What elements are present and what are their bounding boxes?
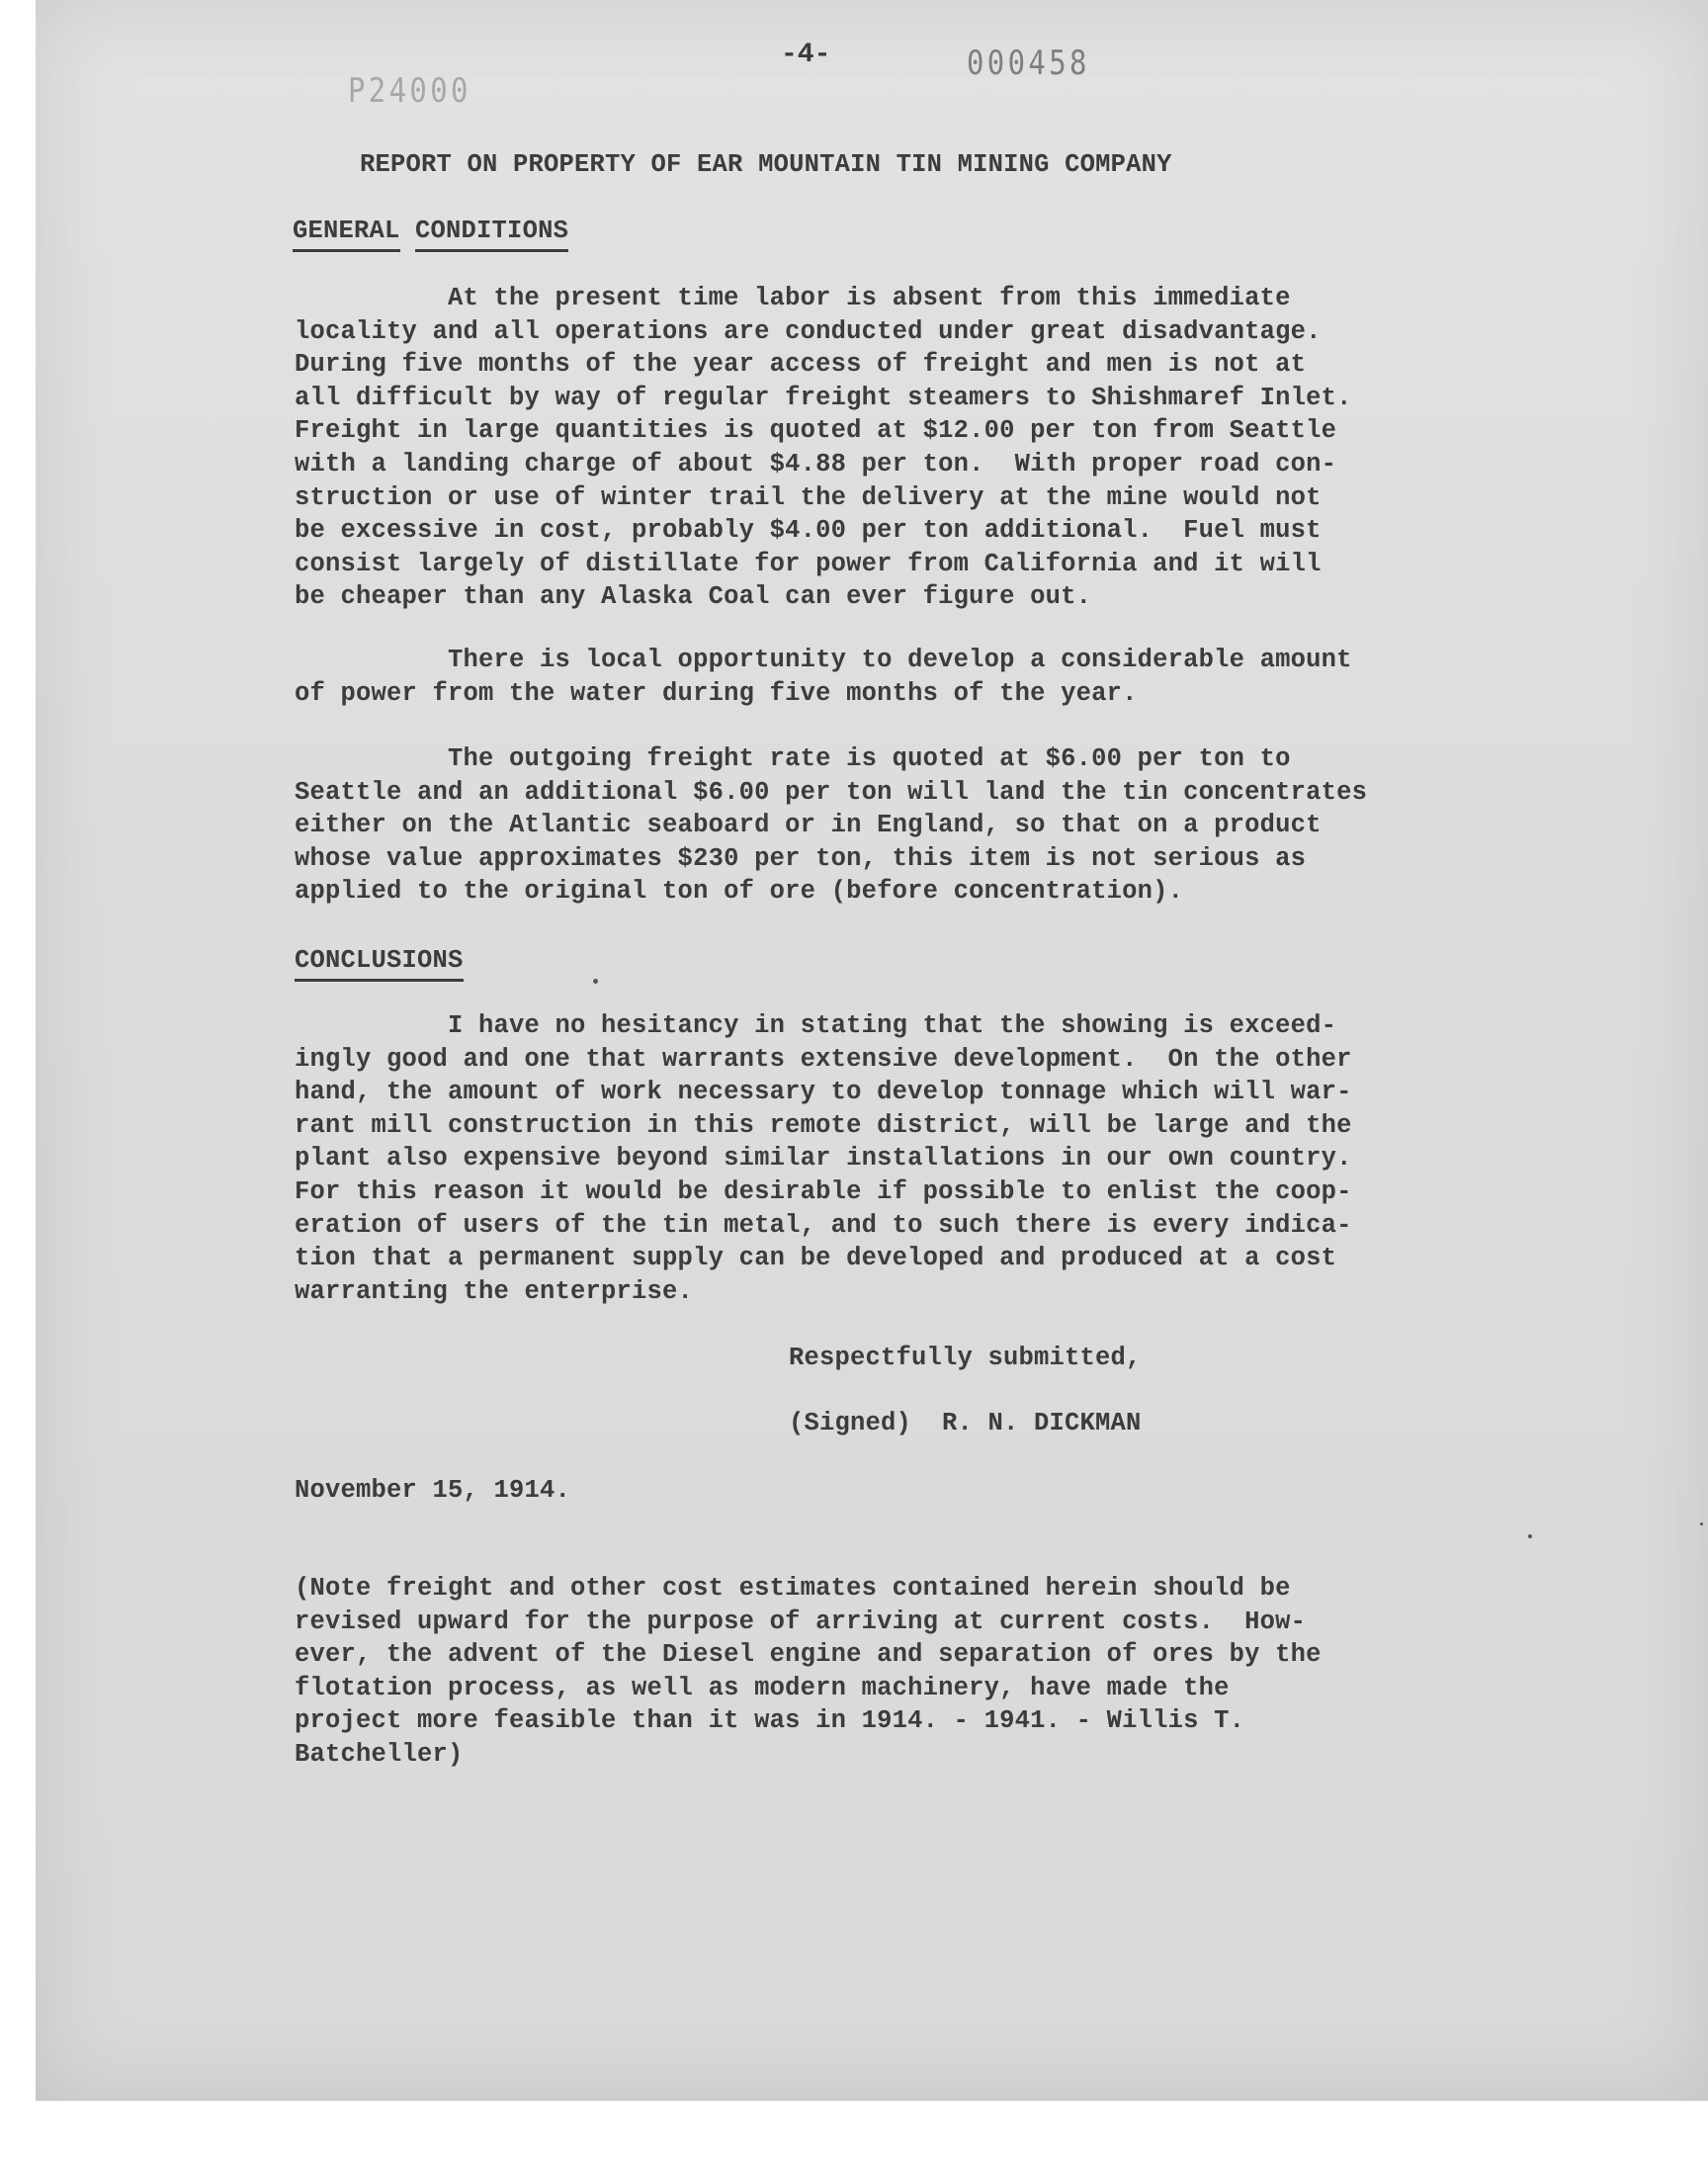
text-line: The outgoing freight rate is quoted at $6.00 per ton to bbox=[295, 744, 1291, 773]
text-line: whose value approximates $230 per ton, this item is not serious as bbox=[295, 843, 1307, 873]
text-line: be excessive in cost, probably $4.00 per ton additional. Fuel must bbox=[295, 516, 1322, 546]
archive-stamp-right: 000458 bbox=[967, 44, 1090, 83]
paragraph-outgoing-freight bbox=[295, 742, 1367, 909]
text-line: revised upward for the purpose of arriving at current costs. How- bbox=[295, 1607, 1307, 1636]
text-line: I have no hesitancy in stating that the showing is exceed- bbox=[295, 1011, 1337, 1040]
text-line: either on the Atlantic seaboard or in England, so that on a product bbox=[295, 811, 1322, 840]
paragraph-water-power bbox=[295, 644, 1352, 710]
closing-respectfully-submitted: Respectfully submitted, bbox=[789, 1344, 1142, 1372]
text-line: flotation process, as well as modern machinery, have made the bbox=[295, 1673, 1230, 1702]
section-heading-general-conditions bbox=[293, 215, 568, 248]
text-line: be cheaper than any Alaska Coal can ever figure out. bbox=[295, 582, 1092, 612]
text-line: ingly good and one that warrants extensive development. On the other bbox=[295, 1044, 1352, 1074]
text-line: rant mill construction in this remote district, will be large and the bbox=[295, 1110, 1352, 1140]
text-line: Freight in large quantities is quoted at $12.00 per ton from Seattle bbox=[295, 416, 1337, 446]
heading-word-general: GENERAL bbox=[293, 217, 400, 252]
paragraph-labor-freight bbox=[295, 282, 1352, 614]
text-line: During five months of the year access of freight and men is not at bbox=[295, 350, 1307, 380]
text-line: For this reason it would be desirable if possible to enlist the coop- bbox=[295, 1176, 1352, 1206]
section-heading-conclusions bbox=[295, 944, 464, 978]
page-number: -4- bbox=[781, 40, 831, 70]
text-line: (Note freight and other cost estimates contained herein should be bbox=[295, 1574, 1291, 1603]
text-line: There is local opportunity to develop a considerable amount bbox=[295, 646, 1352, 674]
heading-word-conditions: CONDITIONS bbox=[415, 217, 568, 252]
text-line: Batcheller) bbox=[295, 1739, 464, 1769]
text-line: hand, the amount of work necessary to develop tonnage which will war- bbox=[295, 1078, 1352, 1107]
text-line: ever, the advent of the Diesel engine and separation of ores by the bbox=[295, 1640, 1322, 1670]
text-line: warranting the enterprise. bbox=[295, 1276, 694, 1306]
text-line: eration of users of the tin metal, and to such there is every indica- bbox=[295, 1210, 1352, 1240]
text-line: of power from the water during five months of the year. bbox=[295, 678, 1138, 708]
text-line: consist largely of distillate for power from California and it will bbox=[295, 549, 1322, 578]
paper-speck bbox=[593, 979, 598, 984]
text-line: with a landing charge of about $4.88 per ton. With proper road con- bbox=[295, 449, 1337, 478]
text-line: locality and all operations are conducted under great disadvantage. bbox=[295, 316, 1322, 346]
text-line: struction or use of winter trail the delivery at the mine would not bbox=[295, 482, 1322, 512]
text-line: project more feasible than it was in 1914. - 1941. - Willis T. bbox=[295, 1706, 1245, 1736]
text-line: tion that a permanent supply can be developed and produced at a cost bbox=[295, 1244, 1337, 1273]
paragraph-note bbox=[295, 1572, 1322, 1772]
heading-word-conclusions: CONCLUSIONS bbox=[295, 946, 464, 982]
archive-stamp-left: P24000 bbox=[348, 71, 471, 111]
text-line: At the present time labor is absent from this immediate bbox=[295, 284, 1291, 312]
text-line: applied to the original ton of ore (before concentration). bbox=[295, 877, 1184, 907]
report-title: REPORT ON PROPERTY OF EAR MOUNTAIN TIN MINING COMPANY bbox=[360, 150, 1172, 179]
paper-speck bbox=[1700, 1522, 1703, 1525]
text-line: all difficult by way of regular freight steamers to Shishmaref Inlet. bbox=[295, 383, 1352, 412]
text-line: Seattle and an additional $6.00 per ton will land the tin concentrates bbox=[295, 777, 1368, 807]
closing-signature: (Signed) R. N. DICKMAN bbox=[789, 1409, 1142, 1437]
text-line: plant also expensive beyond similar installations in our own country. bbox=[295, 1144, 1352, 1174]
paper-speck bbox=[1528, 1534, 1532, 1538]
paragraph-conclusions bbox=[295, 1009, 1352, 1308]
report-date: November 15, 1914. bbox=[295, 1476, 571, 1505]
